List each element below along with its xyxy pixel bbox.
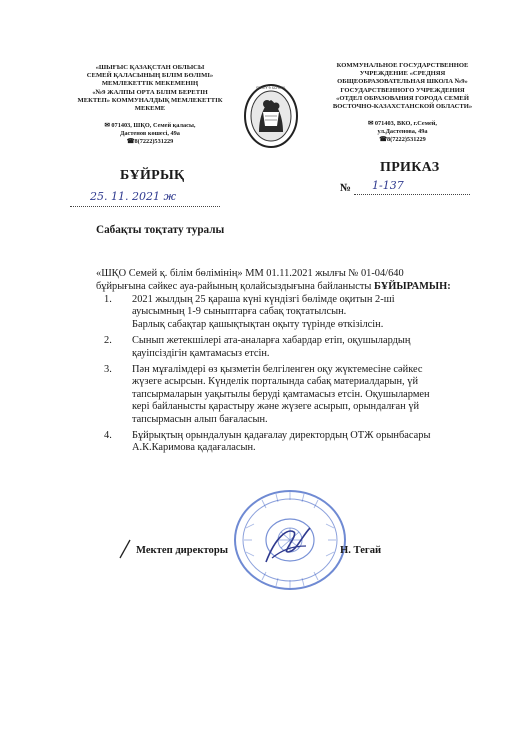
signature-name: Н. Тегай [340,545,382,556]
header-kz-line: «ШЫҒЫС ҚАЗАҚСТАН ОБЛЫСЫ [95,64,205,71]
command-word: БҰЙЫРАМЫН: [373,281,451,292]
header-kz-line: СЕМЕЙ ҚАЛАСЫНЫҢ БІЛІМ БӨЛІМІ» [86,72,214,80]
intro-line-2: бұйрығына сәйкес ауа-райының қолайсыздығына байланысты БҰЙЫРАМЫН: [96,281,451,292]
school-logo [243,82,299,150]
logo-ring-text: SEMEY 9 SCHOOL [255,86,287,90]
order-subject: Сабақты тоқтату туралы [96,224,225,236]
mail-icon: ✉ [104,122,110,130]
header-ru-line: ВОСТОЧНО-КАЗАХСТАНСКОЙ ОБЛАСТИ» [332,103,473,111]
header-ru-line: УЧРЕЖДЕНИЕ «СРЕДНЯЯ [359,70,446,78]
header-ru-address: ✉ 071403, ВКО, г.Семей, ул.Дастенова, 49а ☎8(7222)531229 [368,120,437,143]
header-kz-line: МЕКТЕП» КОММУНАЛДЫҚ МЕМЛЕКЕТТІК [77,96,223,104]
list-item: 3. Пән мұғалімдері өз қызметін белгіленген оқу жүктемесіне сәйкес жүзеге асырсын. Күнделік порталында сабақ материалдарын, үй тапсырмаларын уақытылы беруді қамтамасыз етсін. Оқушылармен кері байланысты қарастыру және жүзеге асырып, орындалған үй тапсырмасын алып бағаласын. [104,364,430,425]
order-title-kz: БҰЙРЫҚ [120,168,185,183]
director-signature-scribble [116,522,316,566]
order-date-line [70,192,220,207]
signature-position: Мектеп директоры [136,545,229,556]
order-number-line [340,180,470,194]
order-date: 25. 11. 2021 ж [90,190,176,203]
phone-icon: ☎ [379,135,387,143]
list-item: 1. 2021 жылдың 25 қараша күні күндізгі бөлімде оқитын 2-ші ауысымның 1-9 сыныптарға сабақ тоқтатылсын. Барлық сабақтар қашықтықтан оқыту түрінде өткізілсін. [104,294,395,330]
header-ru-line: КОММУНАЛЬНОЕ ГОСУДАРСТВЕННОЕ [336,62,469,69]
order-title-ru: ПРИКАЗ [380,160,440,175]
phone-icon: ☎ [126,137,135,145]
header-kz-line: «№9 ЖАЛПЫ ОРТА БІЛІМ БЕРЕТІН [92,88,208,96]
header-ru-line: ОБЩЕОБРАЗОВАТЕЛЬНАЯ ШКОЛА №9» [337,78,468,86]
list-item: 4. Бұйрықтың орындалуын қадағалау директордың ОТЖ орынбасары А.К.Каримова қадағаласын. [104,430,431,454]
header-ru-line: ГОСУДАРСТВЕННОГО УЧРЕЖДЕНИЯ [340,86,465,94]
header-kz-line: МЕМЛЕКЕТТІК МЕКЕМЕНІҢ [101,80,199,88]
header-ru-line: «ОТДЕЛ ОБРАЗОВАНИЯ ГОРОДА СЕМЕЙ [336,94,469,102]
number-prefix: № [340,182,352,194]
intro-line-1: «ШҚО Семей қ. білім бөлімінің» ММ 01.11.2021 жылғы № 01-04/640 [96,268,404,279]
order-number: 1-137 [372,179,404,192]
header-kz [60,64,240,146]
order-items [104,294,452,455]
mail-icon: ✉ [368,120,374,128]
header-kz-line: МЕКЕМЕ [134,105,166,113]
header-ru [310,62,495,144]
list-item: 2. Сынып жетекшілері ата-аналарға хабардар етіп, оқушылардың қауіпсіздігін қамтамасыз етсін. [104,335,411,359]
header-kz-address: ✉ 071403, ШҚО, Семей қаласы, Дастенов көшесі, 49а ☎8(7222)531229 [104,122,196,145]
